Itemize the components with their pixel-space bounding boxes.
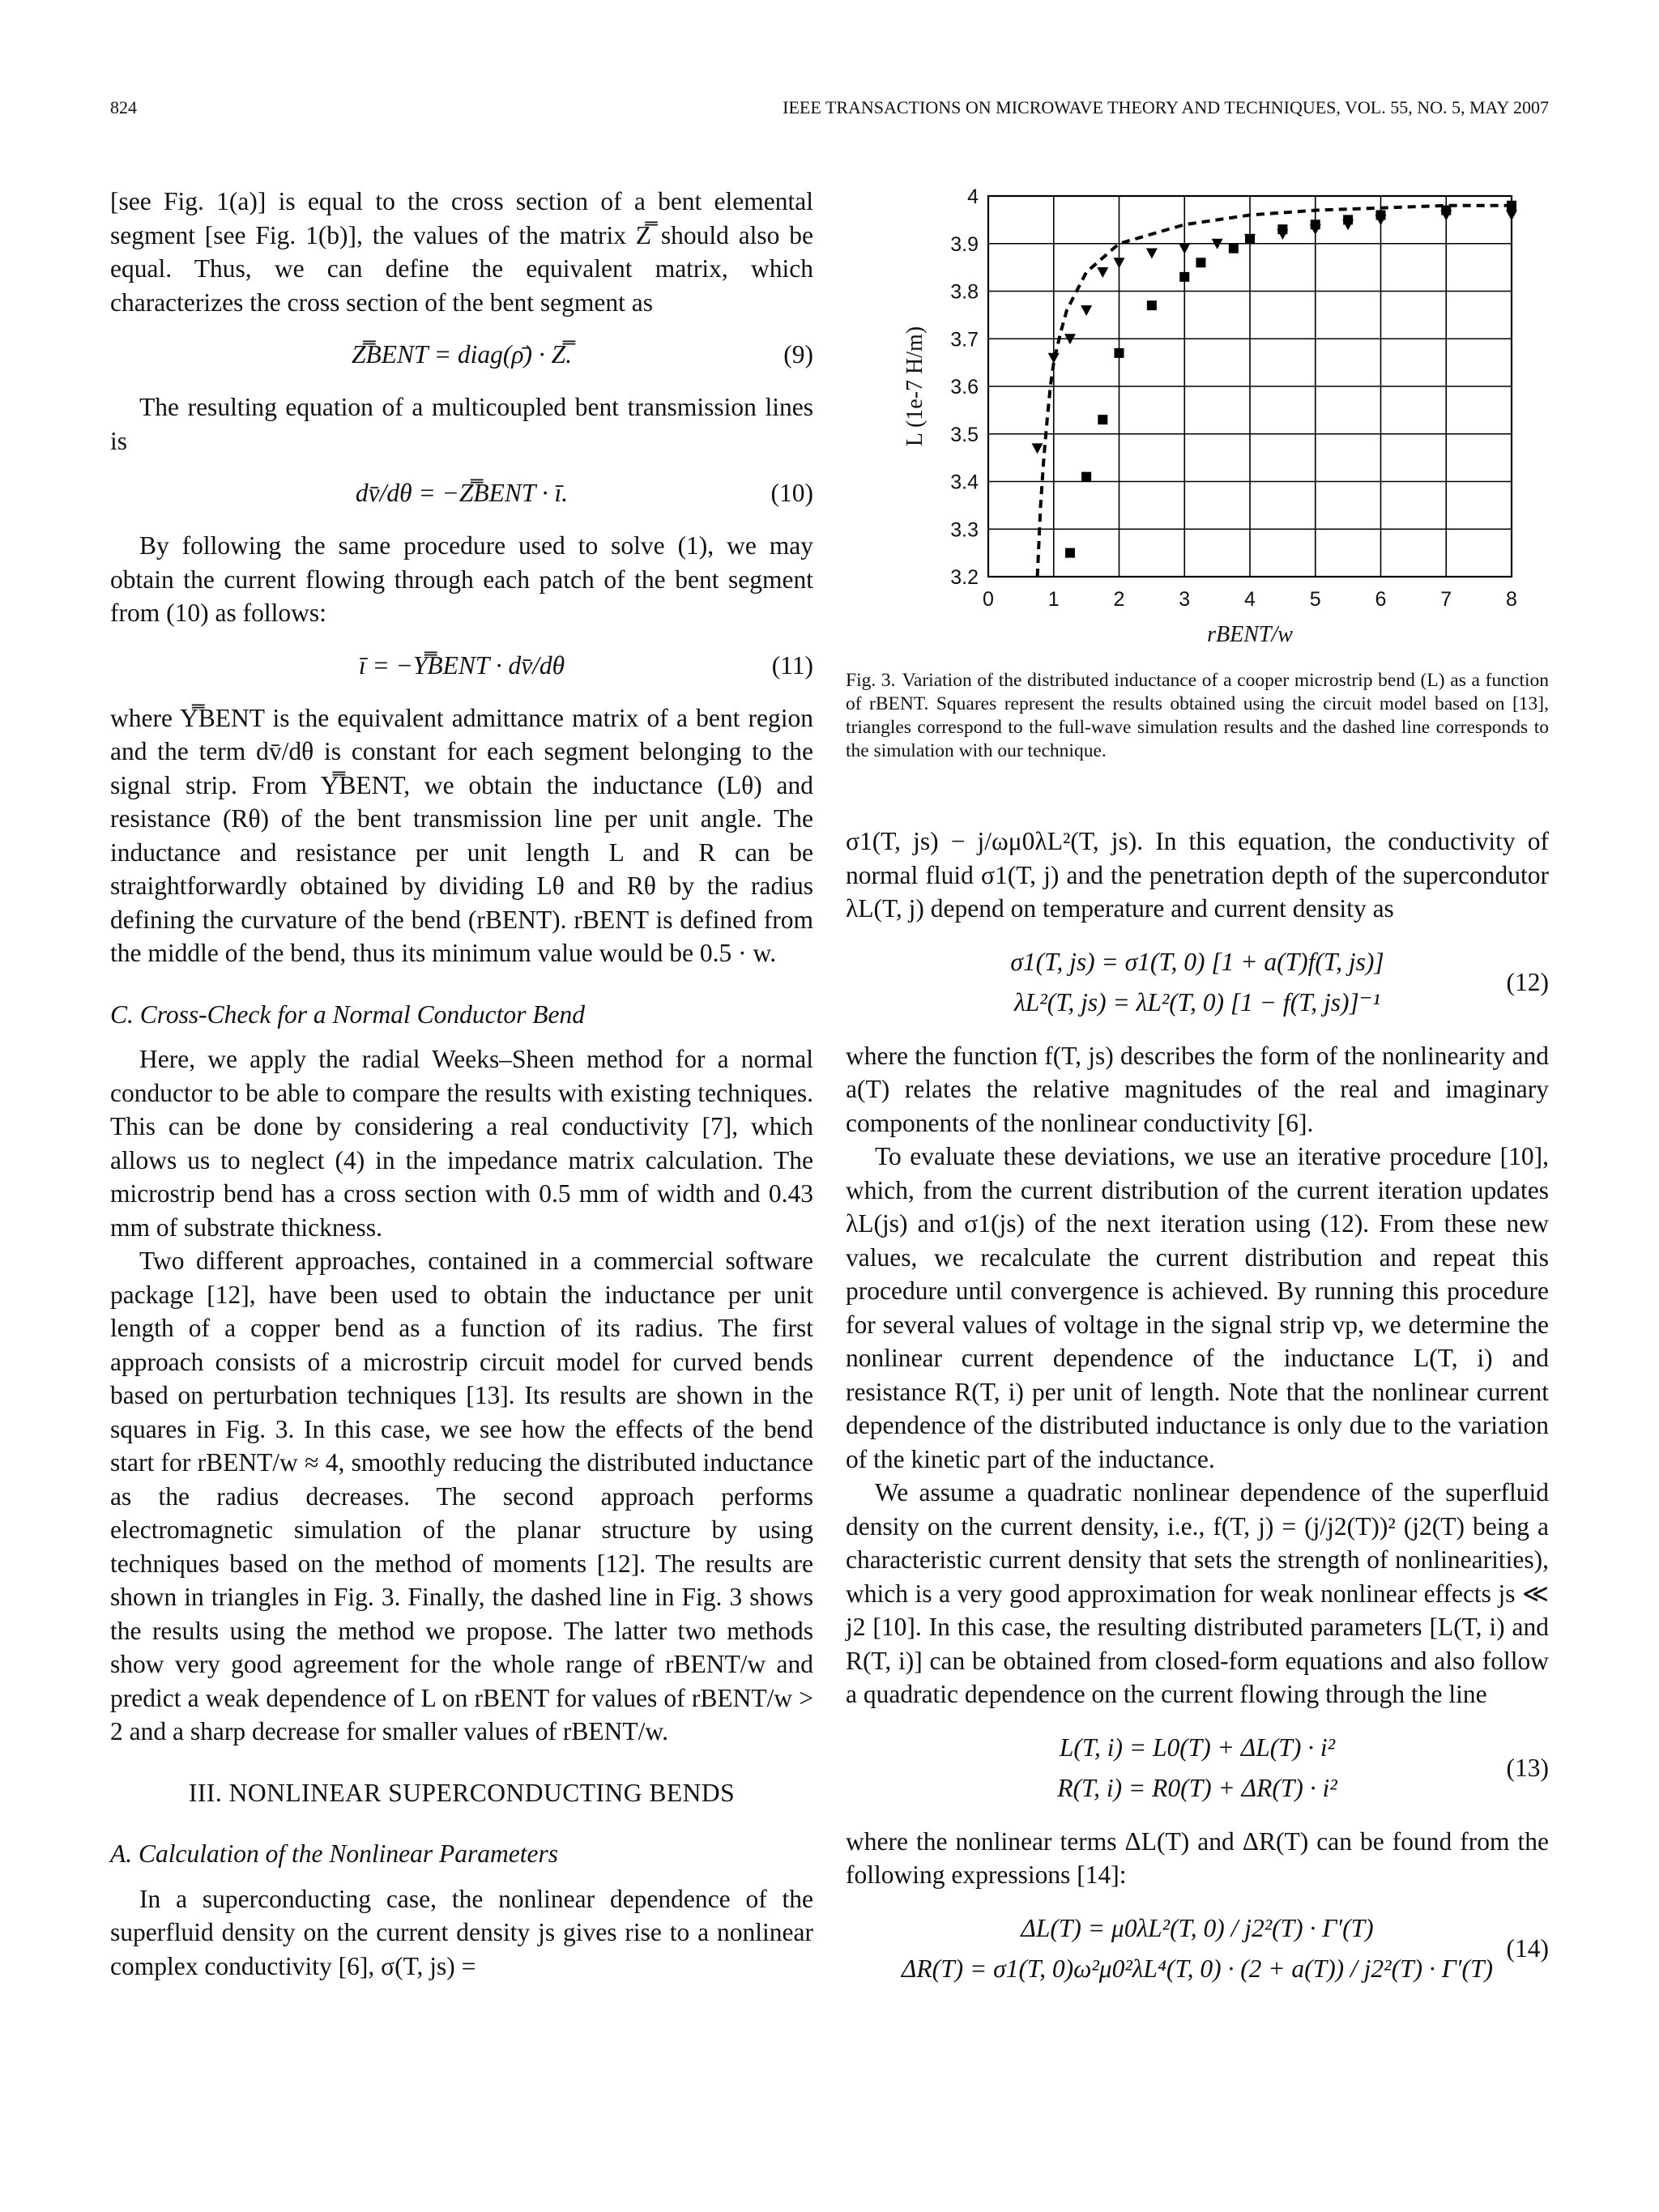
y-tick-label: 3.3 <box>950 518 979 542</box>
right-column <box>846 825 1549 2005</box>
square-marker <box>1115 348 1124 358</box>
square-marker <box>1065 548 1075 558</box>
y-tick-label: 3.2 <box>950 566 979 589</box>
square-marker <box>1081 472 1091 482</box>
y-tick-label: 3.4 <box>950 471 979 494</box>
x-axis-label: rBENT/w <box>1207 622 1293 647</box>
triangle-marker <box>1440 211 1452 221</box>
figure-3 <box>846 172 1549 658</box>
triangle-marker <box>1179 244 1190 254</box>
x-tick-label: 1 <box>1047 588 1060 611</box>
y-tick-label: 3.7 <box>950 328 979 352</box>
x-tick-label: 3 <box>1179 588 1191 611</box>
equation-line: ΔR(T) = σ1(T, 0)ω²μ0²λL⁴(T, 0) · (2 + a(T)) / j2²(T) · Γ′(T) <box>901 1954 1494 1983</box>
dashed-line-series <box>1038 206 1512 577</box>
x-tick-label: 8 <box>1506 588 1517 611</box>
equation-number: (12) <box>1506 967 1549 996</box>
paragraph: where the function f(T, js) describes the form of the nonlinearity and a(T) relates the relative magnitudes of the real and imaginary components of the nonlinear conductivity [6]. <box>846 1041 1549 1137</box>
triangle-marker <box>1310 224 1321 235</box>
caption-text: Variation of the distributed inductance of a cooper microstrip bend (L) as a function of rBENT. Squares represent the results obtained using the circuit model based on [13], triangles correspond to the full-wave simulation results and the dashed line corresponds to the simulation with our technique. <box>846 670 1549 761</box>
y-tick-label: 3.9 <box>950 232 979 256</box>
triangle-marker <box>1048 353 1060 364</box>
equation-10 <box>110 474 813 513</box>
figure-caption <box>846 669 1549 763</box>
paragraph: In a superconducting case, the nonlinear dependence of the superfluid density on the current density js gives rise to a nonlinear complex conductivity [6], σ(T, js) = <box>110 1884 813 1980</box>
triangle-marker <box>1114 258 1125 268</box>
square-marker <box>1179 272 1189 282</box>
equation-number: (9) <box>783 340 813 369</box>
triangle-marker <box>1032 443 1043 454</box>
triangle-marker <box>1506 211 1517 221</box>
triangle-marker <box>1277 229 1288 240</box>
y-tick-label: 3.6 <box>950 376 979 399</box>
paragraph: By following the same procedure used to solve (1), we may obtain the current flowing through each patch of the bent segment from (10) as follows: <box>110 531 813 627</box>
subsection-heading: A. Calculation of the Nonlinear Parameters <box>110 1839 558 1868</box>
caption-label: Fig. 3. <box>846 670 896 691</box>
square-marker <box>1507 201 1516 211</box>
x-tick-label: 5 <box>1309 588 1321 611</box>
paragraph: [see Fig. 1(a)] is equal to the cross section of a bent elemental segment [see Fig. 1(b)], the values of the matrix Z̿ should also be equal. Thus, we can define the equivalent matrix, which characterizes the cross section of the bent segment as <box>110 187 813 317</box>
left-column <box>110 185 813 1983</box>
y-axis-label: L (1e-7 H/m) <box>902 326 928 447</box>
paragraph: σ1(T, js) − j/ωμ0λL²(T, js). In this equation, the conductivity of normal fluid σ1(T, j) and the penetration depth of the supercondutor λL(T, j) depend on temperature and current density as <box>846 827 1549 923</box>
equation-line: ΔL(T) = μ0λL²(T, 0) / j2²(T) · Γ′(T) <box>1021 1913 1374 1942</box>
page-header <box>110 97 1549 130</box>
equation-12 <box>846 942 1549 1023</box>
x-tick-label: 2 <box>1113 588 1125 611</box>
square-marker <box>1196 258 1205 267</box>
equation-number: (11) <box>771 650 813 680</box>
equation-line: R(T, i) = R0(T) + ΔR(T) · i² <box>1057 1773 1337 1802</box>
subsection-heading: C. Cross-Check for a Normal Conductor Bend <box>110 999 585 1029</box>
paragraph: To evaluate these deviations, we use an iterative procedure [10], which, from the current distribution of the current iteration updates λL(js) and σ1(js) of the next iteration using (12). From these new values, we recalculate the current distribution and repeat this procedure until convergence is achieved. By running this procedure for several values of voltage in the signal strip vp, we determine the nonlinear current dependence of the inductance L(T, i) and resistance R(T, i) per unit of length. Note that the nonlinear current dependence of the distributed inductance is only due to the variation of the kinetic part of the inductance. <box>846 1142 1549 1473</box>
journal-running-title: IEEE TRANSACTIONS ON MICROWAVE THEORY AND TECHNIQUES, VOL. 55, NO. 5, MAY 2007 <box>783 97 1549 117</box>
equation-body: ī = −Y̿BENT · dv̄/dθ <box>358 650 565 680</box>
equation-line: σ1(T, js) = σ1(T, 0) [1 + a(T)f(T, js)] <box>1010 947 1384 976</box>
triangle-marker <box>1375 215 1387 225</box>
equation-line: L(T, i) = L0(T) + ΔL(T) · i² <box>1059 1733 1336 1762</box>
paragraph: The resulting equation of a multicoupled bent transmission lines is <box>110 393 813 455</box>
y-tick-label: 3.8 <box>950 280 979 304</box>
equation-number: (10) <box>770 479 813 507</box>
equation-13 <box>846 1728 1549 1809</box>
square-marker <box>1147 300 1157 310</box>
paragraph: We assume a quadratic nonlinear dependence of the superfluid density on the current density, i.e., f(T, j) = (j/j2(T))² (j2(T) being a characteristic current density that sets the strength of nonlinearities), which is a very good approximation for weak nonlinear effects js ≪ j2 [10]. In this case, the resulting distributed parameters [L(T, i) and R(T, i)] can be obtained from closed-form equations and also follow a quadratic dependence on the current flowing through the line <box>846 1478 1549 1708</box>
x-tick-label: 0 <box>983 588 994 611</box>
square-marker <box>1098 415 1107 424</box>
equation-11 <box>110 646 813 685</box>
paragraph: Two different approaches, contained in a commercial software package [12], have been used to obtain the inductance per unit length of a copper bend as a function of its radius. The first approach consists of a microstrip circuit model for curved bends based on perturbation techniques [13]. Its results are shown in the squares in Fig. 3. In this case, we see how the effects of the bend start for rBENT/w ≈ 4, smoothly reducing the distributed inductance as the radius decreases. The second approach performs electromagnetic simulation of the planar structure by using techniques based on the method of moments [12]. The results are shown in triangles in Fig. 3. Finally, the dashed line in Fig. 3 shows the results using the method we propose. The latter two methods show very good agreement for the whole range of rBENT/w and predict a weak dependence of L on rBENT for values of rBENT/w > 2 and a sharp decrease for smaller values of rBENT/w. <box>110 1247 813 1745</box>
triangle-marker <box>1097 267 1108 278</box>
y-tick-label: 3.5 <box>950 423 979 446</box>
page-number: 824 <box>110 97 137 117</box>
x-tick-label: 7 <box>1440 588 1452 611</box>
inductance-chart <box>846 172 1549 658</box>
equation-14 <box>846 1908 1549 1989</box>
equation-9 <box>110 335 813 374</box>
equation-number: (14) <box>1506 1933 1549 1963</box>
paragraph: Here, we apply the radial Weeks–Sheen method for a normal conductor to be able to compare the results with existing techniques. This can be done by considering a real conductivity [7], which allows us to neglect (4) in the impedance matrix calculation. The microstrip bend has a cross section with 0.5 mm of width and 0.43 mm of substrate thickness. <box>110 1045 813 1242</box>
paragraph: where Y̿BENT is the equivalent admittance matrix of a bent region and the term dv̄/dθ is constant for each segment belonging to the signal strip. From Y̿BENT, we obtain the inductance (Lθ) and resistance (Rθ) of the bent transmission line per unit angle. The inductance and resistance per unit length L and R can be straightforwardly obtained by dividing Lθ and Rθ by the radius defining the curvature of the bend (rBENT). rBENT is defined from the middle of the bend, thus its minimum value would be 0.5 · w. <box>110 703 813 967</box>
triangle-marker <box>1342 219 1354 230</box>
equation-number: (13) <box>1506 1753 1549 1782</box>
triangle-marker <box>1081 305 1092 316</box>
paragraph: where the nonlinear terms ΔL(T) and ΔR(T) can be found from the following expressions [14]: <box>846 1826 1549 1889</box>
equation-body: dv̄/dθ = −Z̿BENT · ī. <box>355 479 569 507</box>
equation-line: λL²(T, js) = λL²(T, 0) [1 − f(T, js)]⁻¹ <box>1014 987 1380 1016</box>
triangle-marker <box>1146 249 1158 259</box>
square-marker <box>1229 244 1239 254</box>
x-tick-label: 6 <box>1375 588 1387 611</box>
y-tick-label: 4 <box>967 185 979 208</box>
equation-body: Z̿BENT = diag(ρ̄) · Z̿. <box>351 340 573 369</box>
section-heading: III. NONLINEAR SUPERCONDUCTING BENDS <box>188 1778 736 1807</box>
x-tick-label: 4 <box>1244 588 1256 611</box>
